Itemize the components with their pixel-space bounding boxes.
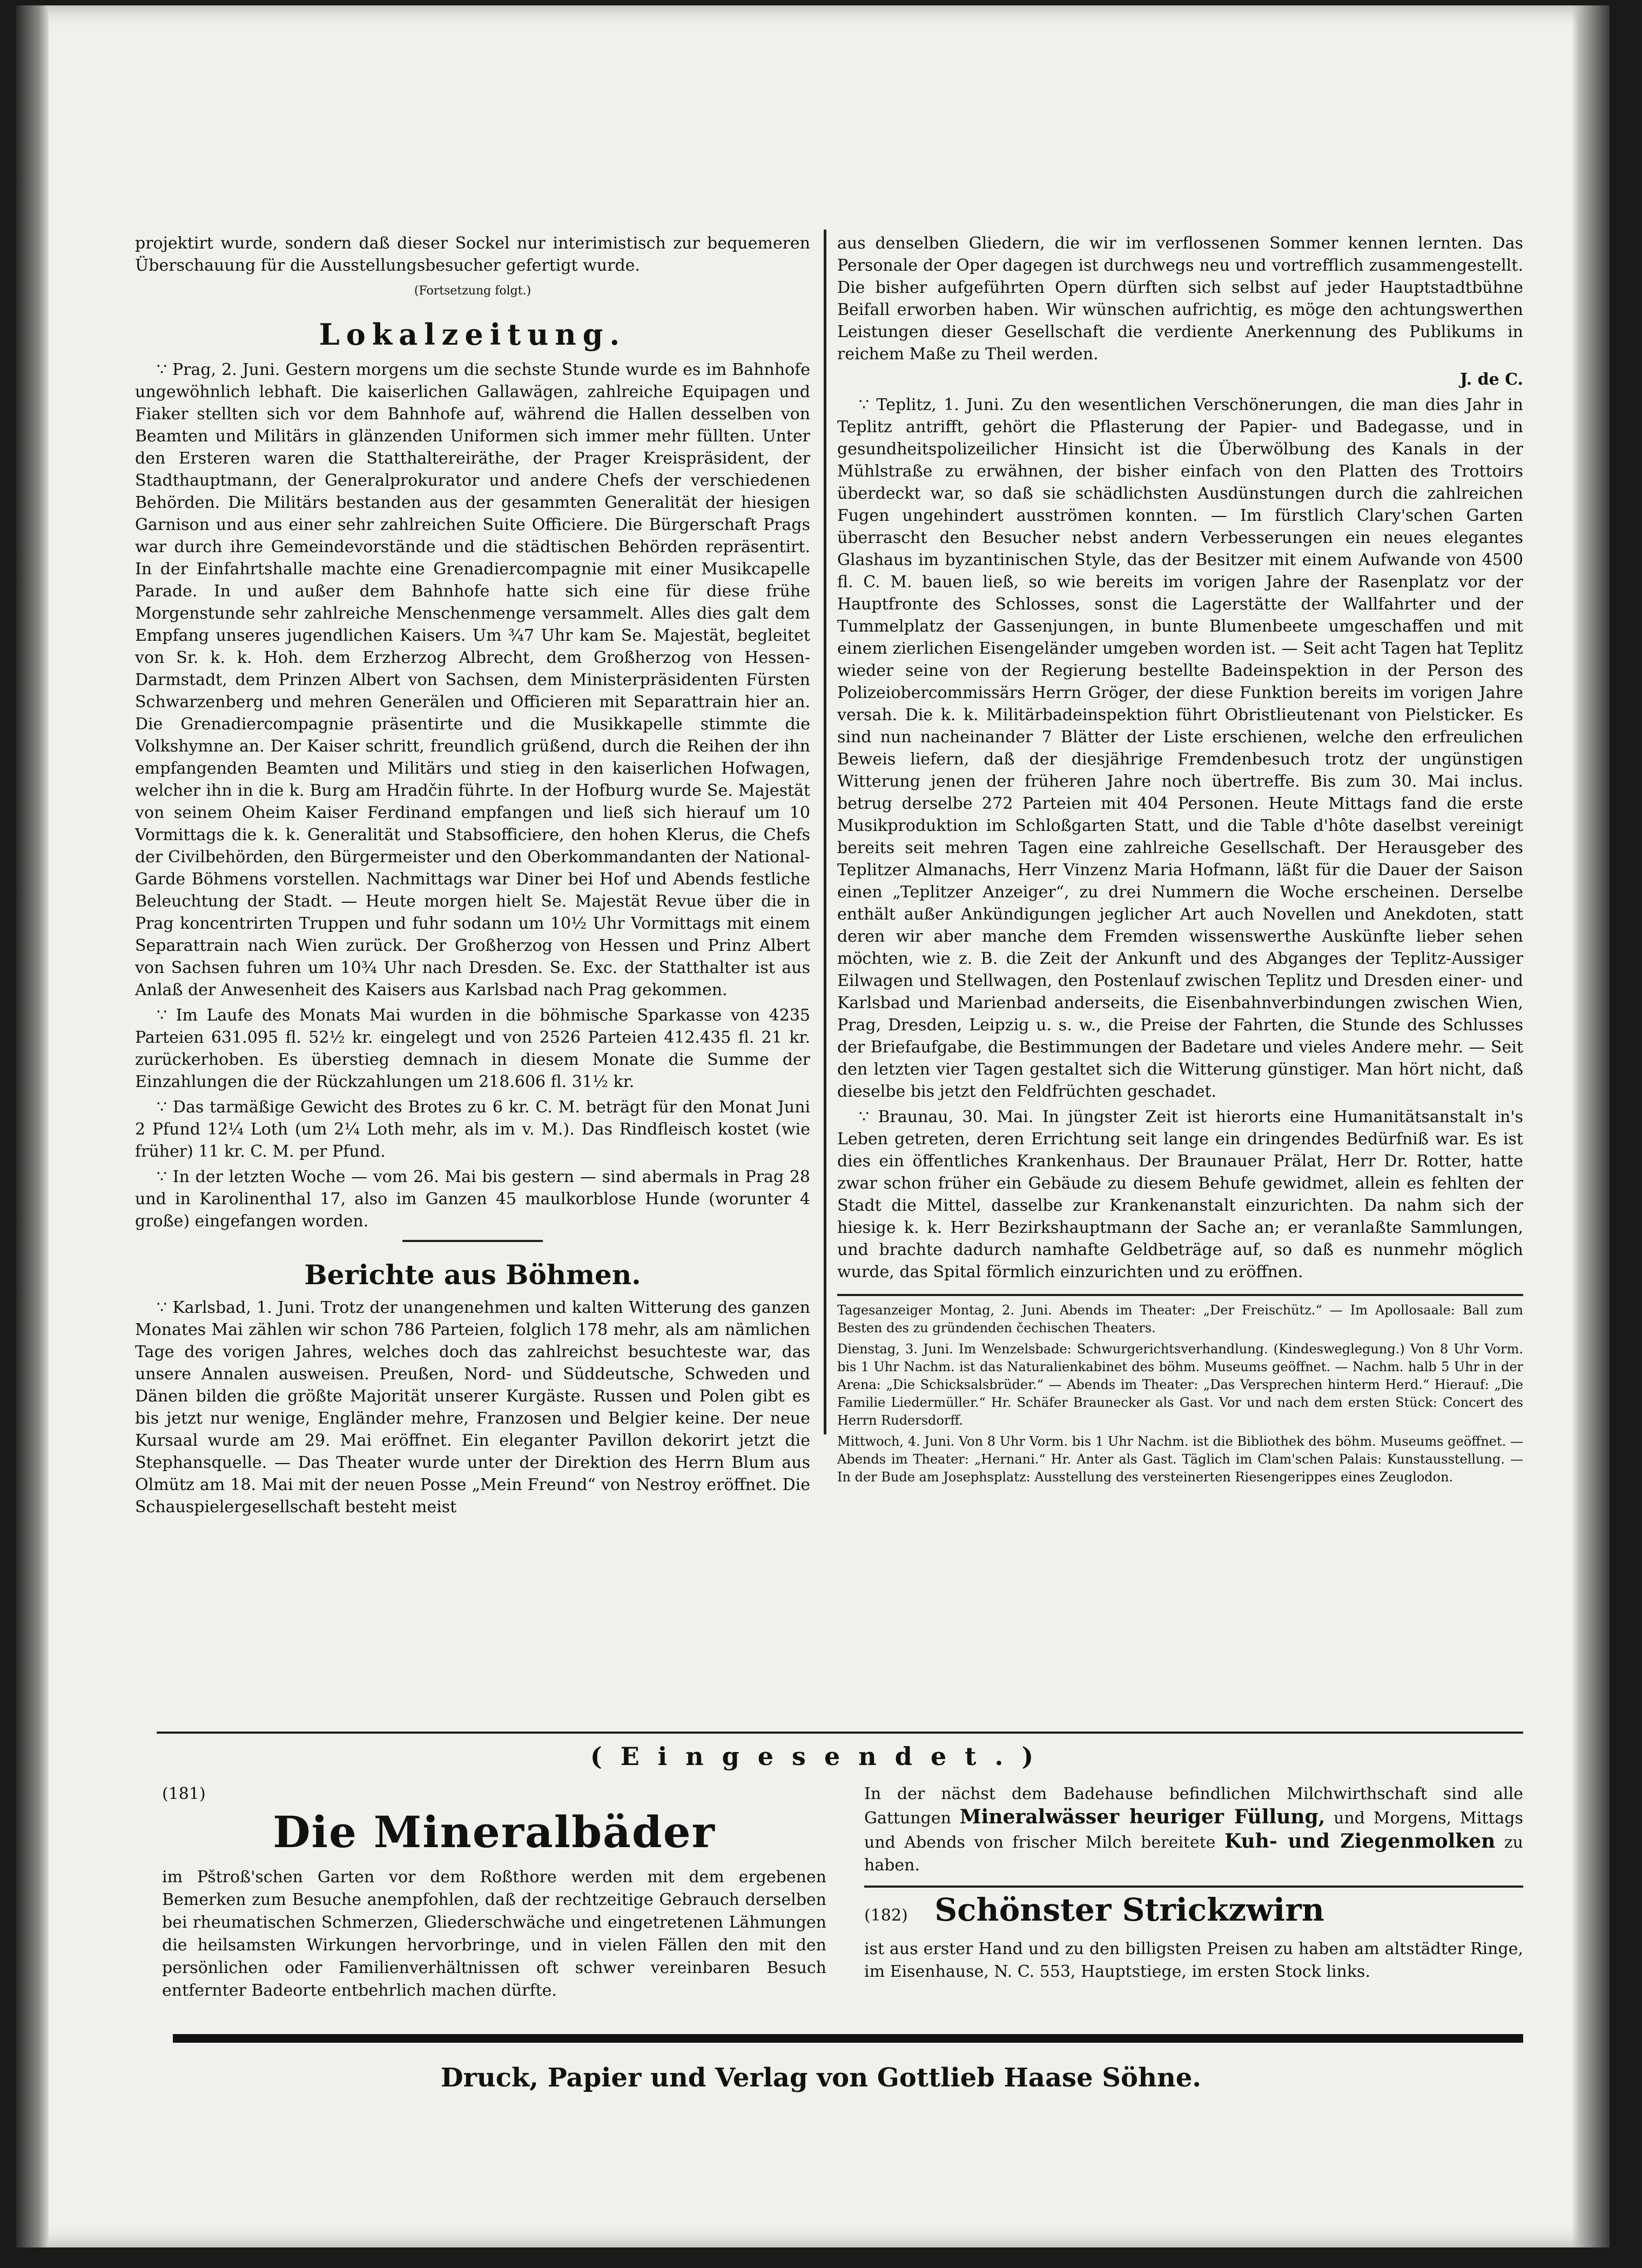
ad-182-title: Schönster Strickzwirn	[934, 1891, 1324, 1928]
ad-182-number: (182)	[864, 1906, 908, 1925]
ad-181	[162, 1783, 826, 2005]
page-edge	[1572, 5, 1610, 2247]
article-prag: ∵ Prag, 2. Juni. Gestern morgens um die sechste Stunde wurde es im Bahnhofe ungewöhnlich lebhaft. Die kaiserlichen Gallawägen, zahlreiche Equipagen und Fiaker stellten sich vor dem Bahnhofe auf, während die Hallen desselben von Beamten und Militärs in glänzenden Uniformen sich immer mehr füllten. Unter den Ersteren waren die Statthaltereiräthe, der Prager Kreispräsident, der Stadthauptmann, der Generalprokurator und andere Chefs der verschiedenen Behörden. Die Militärs bestanden aus der gesammten Generalität der hiesigen Garnison und aus einer sehr zahlreichen Suite Officiere. Die Bürgerschaft Prags war durch ihre Gemeindevorstände und die städtischen Behörden repräsentirt. In der Einfahrtshalle machte eine Grenadiercompagnie mit einer Musikcapelle Parade. In und außer dem Bahnhofe hatte sich eine für diese frühe Morgenstunde sehr zahlreiche Menschenmenge versammelt. Alles dies galt dem Empfang unseres jugendlichen Kaisers. Um ¾7 Uhr kam Se. Majestät, begleitet von Sr. k. k. Hoh. dem Erzherzog Albrecht, dem Großherzog von Hessen-Darmstadt, dem Prinzen Albert von Sachsen, dem Ministerpräsidenten Fürsten Schwarzenberg und mehren Generälen und Officieren mit Separattrain hier an. Die Grenadiercompagnie präsentirte und die Musikkapelle stimmte die Volkshymne an. Der Kaiser schritt, freundlich grüßend, durch die Reihen der ihn empfangenden Beamten und Militärs und stieg in den kaiserlichen Hofwagen, welcher ihn in die k. Burg am Hradčin führte. In der Hofburg wurde Se. Majestät von seinem Oheim Kaiser Ferdinand empfangen und ließ sich hierauf um 10 Vormittags die k. k. Generalität und Stabsofficiere, den hohen Klerus, die Chefs der Civilbehörden, den Bürgermeister und den Oberkommandanten der National-Garde Böhmens vorstellen. Nachmittags war Diner bei Hof und Abends festliche Beleuchtung der Stadt. — Heute morgen hielt Se. Majestät Revue über die in Prag koncentrirten Truppen und fuhr sodann um 10½ Uhr Vormittags mit einem Separattrain nach Wien zurück. Der Großherzog von Hessen und Prinz Albert von Sachsen fuhren um 10¾ Uhr nach Dresden. Se. Exc. der Statthalter ist aus Anlaß der Anwesenheit des Kaisers aus Karlsbad nach Prag gekommen.	[135, 360, 810, 999]
binding-edge	[16, 5, 49, 2247]
ad-181-title: Die Mineralbäder	[273, 1807, 716, 1857]
tagesanzeiger-wednesday: Mittwoch, 4. Juni. Von 8 Uhr Vorm. bis 1 Uhr Nachm. ist die Bibliothek des böhm. Museums geöffnet. — Abends im Theater: „Hernani.“ Hr. Anter als Gast. Täglich im Clam'schen Palais: Kunstausstellung. — In der Bude am Josephsplatz: Ausstellung des versteinerten Riesengerippes eines Zeuglodon.	[837, 1434, 1523, 1485]
heading-berichte: Berichte aus Böhmen.	[304, 1259, 641, 1291]
article-brot: ∵ Das tarmäßige Gewicht des Brotes zu 6 kr. C. M. beträgt für den Monat Juni 2 Pfund 12¼ Loth (um 2¼ Loth mehr, als im v. M.). Das Rindfleisch kostet (wie früher) 11 kr. C. M. per Pfund.	[135, 1098, 810, 1161]
right-intro: aus denselben Gliedern, die wir im verflossenen Sommer kennen lernten. Das Personale der Oper dagegen ist durchwegs neu und vortrefflich zusammengestellt. Die bisher aufgeführten Opern dürften sich selbst auf jeder Hauptstadtbühne Beifall erworben haben. Wir wünschen aufrichtig, es möge den achtungswerthen Leistungen dieser Gesellschaft die verdiente Anerkennung des Publikums in reichem Maße zu Theil werden.	[837, 234, 1523, 364]
ad-dairy-pre: In der nächst dem Badehause befindlichen Milchwirthschaft sind alle Gattungen	[864, 1784, 1523, 1828]
ad-182-body: ist aus erster Hand und zu den billigsten Preisen zu haben am altstädter Ringe, im Eisenhause, N. C. 553, Hauptstiege, im ersten Stock links.	[864, 1940, 1523, 1981]
article-teplitz: ∵ Teplitz, 1. Juni. Zu den wesentlichen Verschönerungen, die man dies Jahr in Teplitz antrifft, gehört die Pflasterung der Papier- und Badegasse, und in gesundheitspolizeilicher Hinsicht ist die Überwölbung des Kanals in der Mühlstraße zu erwähnen, der bisher einfach von den Platten des Trottoirs überdeckt war, so daß sie schädlichsten Ausdünstungen durch die zahlreichen Fugen ungehindert ausströmen konnten. — Im fürstlich Clary'schen Garten überrascht den Besucher nebst andern Verbesserungen ein neues elegantes Glashaus im byzantinischen Style, das der Besitzer mit einem Aufwande von 4500 fl. C. M. bauen ließ, so wie bereits im vorigen Jahre der Rasenplatz vor der Hauptfronte des Schlosses, sonst die Lagerstätte der Wallfahrter und der Tummelplatz der Gassenjungen, in bunte Blumenbeete umgeschaffen und mit einem zierlichen Eisengeländer umgeben worden ist. — Seit acht Tagen hat Teplitz wieder seine von der Regierung bestellte Badeinspektion in der Person des Polizeiobercommissärs Herrn Gröger, der diese Funktion bereits im vorigen Jahre versah. Die k. k. Militärbadeinspektion führt Obristlieutenant von Pielsticker. Es sind nun nacheinander 7 Blätter der Liste erschienen, welche den erfreulichen Beweis liefern, daß der diesjährige Fremdenbesuch trotz der ungünstigen Witterung jenen der früheren Jahre noch übertreffe. Bis zum 30. Mai inclus. betrug derselbe 272 Parteien mit 404 Personen. Heute Mittags fand die erste Musikproduktion im Schloßgarten Statt, und die Table d'hôte daselbst vereinigt bereits seit mehren Tagen eine zahlreiche Gesellschaft. Der Herausgeber des Teplitzer Almanachs, Herr Vinzenz Maria Hofmann, läßt für die Dauer der Saison einen „Teplitzer Anzeiger“, zu drei Nummern die Woche erscheinen. Derselbe enthält außer Ankündigungen jeglicher Art auch Novellen und Anekdoten, statt deren wir aber manche dem Fremden wissenswerthe Auskünfte lieber sehen möchten, wie z. B. die Zeit der Ankunft und des Abganges der Teplitz-Aussiger Eilwagen und Stellwagen, den Postenlauf zwischen Teplitz und Dresden einer- und Karlsbad und Marienbad anderseits, die Eisenbahnverbindungen zwischen Wien, Prag, Dresden, Leipzig u. s. w., die Preise der Fahrten, die Stunde des Schlusses der Briefaufgabe, die Bestimmungen der Badetare und vieles Andere mehr. — Seit den letzten vier Tagen gestaltet sich die Witterung günstiger. Man hört nicht, daß dieselbe bis jetzt den Feldfrüchten geschadet.	[837, 395, 1523, 1101]
article-braunau: ∵ Braunau, 30. Mai. In jüngster Zeit ist hierorts eine Humanitätsanstalt in's Leben getreten, deren Errichtung seit lange ein dringendes Bedürfniß war. Es ist dies ein öffentliches Krankenhaus. Der Braunauer Prälat, Herr Dr. Rotter, hatte zwar schon früher ein Gebäude zu diesem Behufe gewidmet, allein es fehlten der Stadt die Mittel, dasselbe zur Krankenanstalt einzurichten. Da nahm sich der hiesige k. k. Herr Bezirkshauptmann der Sache an; er veranlaßte Sammlungen, und brachte dadurch namhafte Geldbeträge auf, so daß es nunmehr möglich wurde, das Spital förmlich einzurichten und zu eröffnen.	[837, 1108, 1523, 1281]
ad-dairy-post: zu haben.	[864, 1833, 1523, 1875]
tagesanzeiger-monday: Tagesanzeiger Montag, 2. Juni. Abends im Theater: „Der Freischütz.“ — Im Apollosaale: Ball zum Besten des zu gründenden čechischen Theaters.	[837, 1303, 1523, 1336]
ads-top-rule	[157, 1732, 1523, 1734]
article-karlsbad: ∵ Karlsbad, 1. Juni. Trotz der unangenehmen und kalten Witterung des ganzen Monates Mai zählen wir schon 786 Parteien, folglich 178 mehr, als am nämlichen Tage des vorigen Jahres, welches doch das zahlreichst besuchteste war, das unsere Annalen ausweisen. Preußen, Nord- und Süddeutsche, Schweden und Dänen bilden die größte Majorität unserer Kurgäste. Russen und Polen gibt es bis jetzt nur wenige, Engländer mehre, Franzosen und Belgier keine. Der neue Kursaal wurde am 29. Mai eröffnet. Ein eleganter Pavillon dekorirt jetzt die Stephansquelle. — Das Theater wurde unter der Direktion des Herrn Blum aus Olmütz am 18. Mai mit der neuen Posse „Mein Freund“ von Nestroy eröffnet. Die Schauspielergesellschaft besteht meist	[135, 1298, 810, 1517]
ad-dairy-mid: und Morgens, Mittags und Abends von frischer Milch bereitete	[864, 1809, 1523, 1852]
heading-lokalzeitung: Lokalzeitung.	[319, 317, 627, 352]
ad-181-number: (181)	[162, 1784, 206, 1803]
footer-rule	[173, 2034, 1523, 2043]
article-hunde: ∵ In der letzten Woche — vom 26. Mai bis gestern — sind abermals in Prag 28 und in Karolinenthal 17, also im Ganzen 45 maulkorblose Hunde (worunter 4 große) eingefangen worden.	[135, 1167, 810, 1231]
ad-dairy-bold2: Kuh- und Ziegenmolken	[1224, 1830, 1496, 1853]
ad-182	[864, 1885, 1523, 1983]
ad-181-body: im Pštroß'schen Garten vor dem Roßthore werden mit dem ergebenen Bemerken zum Besuche anempfohlen, daß der rechtzeitige Gebrauch derselben bei rheumatischen Schmerzen, Gliederschwäche und eingetretenen Lähmungen die heilsamsten Wirkungen hervorbringe, und in vielen Fällen den mit den persönlichen oder Familienverhältnissen oft schwer vereinbaren Besuch entfernter Badeorte entbehrlich machen dürfte.	[162, 1868, 826, 2000]
section-divider	[402, 1240, 543, 1242]
column-divider	[824, 230, 826, 1434]
ad-dairy	[864, 1783, 1523, 1877]
tagesanzeiger-tuesday: Dienstag, 3. Juni. Im Wenzelsbade: Schwurgerichtsverhandlung. (Kindesweglegung.) Von 8 Uhr Vorm. bis 1 Uhr Nachm. ist das Naturalienkabinet des böhm. Museums geöffnet. — Nachm. halb 5 Uhr in der Arena: „Die Schicksalsbrüder.“ — Abends im Theater: „Das Versprechen hinterm Herd.“ Hierauf: „Die Familie Liedermüller.“ Hr. Schäfer Braunecker als Gast. Vor und nach dem ersten Stück: Concert des Herrn Rudersdorff.	[837, 1341, 1523, 1428]
ads-right	[864, 1783, 1523, 1987]
right-column	[837, 232, 1523, 1489]
continued-note: (Fortsetzung folgt.)	[414, 284, 531, 298]
eingesendet-heading: (Eingesendet.)	[590, 1742, 1052, 1771]
signature: J. de C.	[1459, 370, 1523, 389]
article-sparkasse: ∵ Im Laufe des Monats Mai wurden in die böhmische Sparkasse von 4235 Parteien 631.095 fl. 52½ kr. eingelegt und von 2526 Parteien 412.435 fl. 21 kr. zurückerhoben. Es überstieg demnach in diesem Monate die Summe der Einzahlungen die der Rückzahlungen um 218.606 fl. 31½ kr.	[135, 1006, 810, 1091]
left-intro: projektirt wurde, sondern daß dieser Sockel nur interimistisch zur bequemeren Überschauung für die Ausstellungsbesucher gefertigt wurde.	[135, 234, 810, 275]
ad-dairy-bold1: Mineralwässer heuriger Füllung,	[959, 1806, 1325, 1828]
left-column	[135, 232, 810, 1521]
imprint-footer: Druck, Papier und Verlag von Gottlieb Haase Söhne.	[440, 2063, 1201, 2093]
tagesanzeiger-box	[837, 1294, 1523, 1486]
